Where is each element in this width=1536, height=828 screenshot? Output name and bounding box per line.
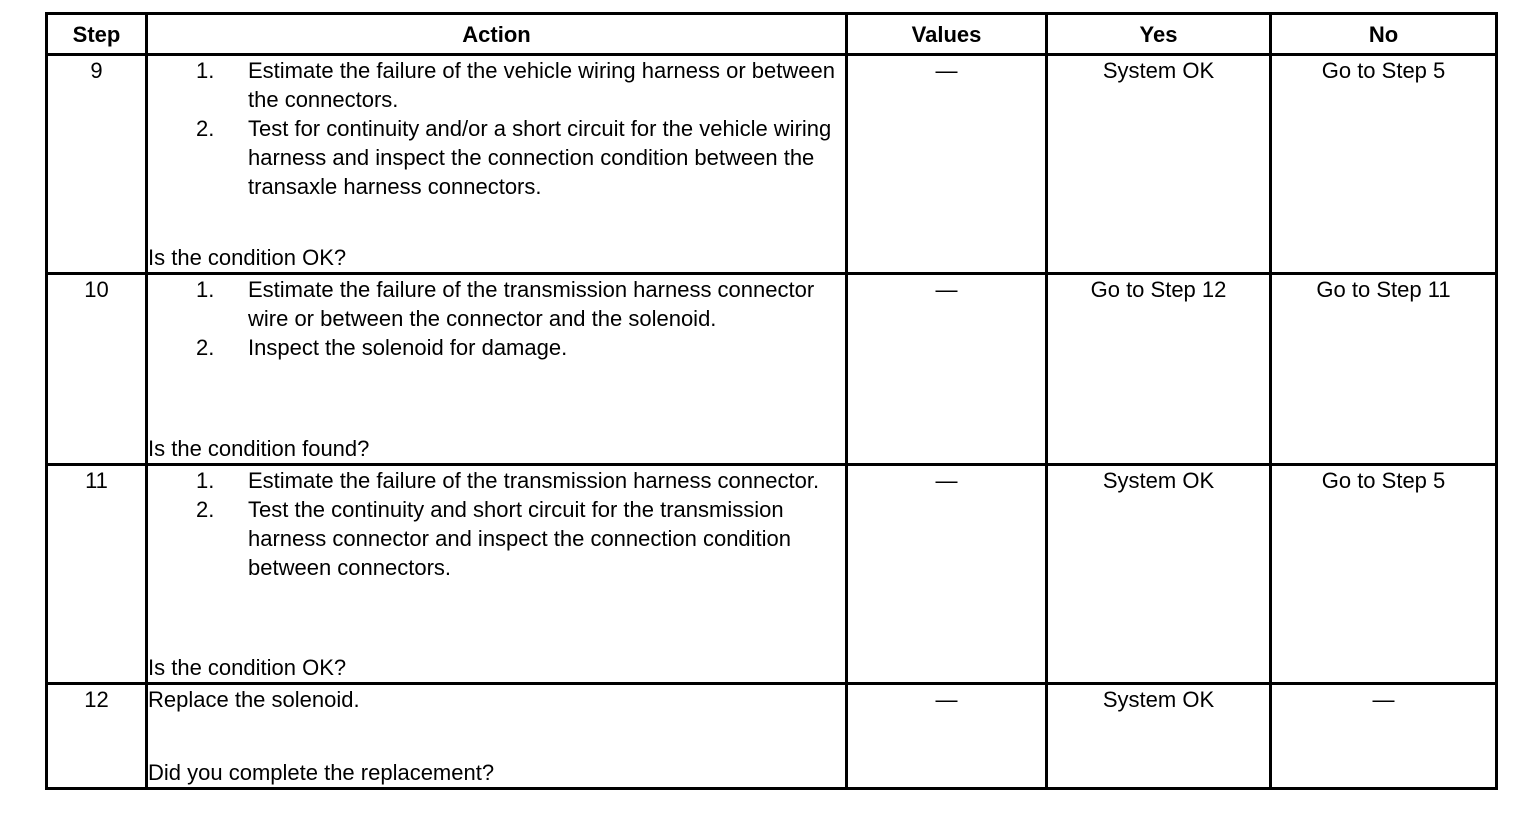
list-item <box>148 114 845 201</box>
values-cell: — <box>847 684 1047 789</box>
question-text: Is the condition OK? <box>148 245 347 270</box>
item-number: 1. <box>196 277 215 302</box>
yes-cell: Go to Step 12 <box>1047 274 1271 465</box>
question-text: Did you complete the replacement? <box>148 760 495 785</box>
no-cell: — <box>1271 684 1497 789</box>
values-cell: — <box>847 465 1047 684</box>
item-text: Estimate the failure of the transmission harness connector wire or between the connector and the solenoid. <box>248 277 815 331</box>
values-cell: — <box>847 274 1047 465</box>
header-values: Values <box>847 14 1047 55</box>
item-text: Test the continuity and short circuit for the transmission harness connector and inspect the connection condition between connectors. <box>248 497 792 580</box>
action-cell <box>147 684 847 789</box>
item-number: 2. <box>196 497 215 522</box>
no-cell: Go to Step 5 <box>1271 55 1497 274</box>
item-text: Estimate the failure of the transmission harness connector. <box>248 468 820 493</box>
list-item <box>148 275 845 333</box>
diagnostic-table <box>45 12 1498 790</box>
list-item <box>148 56 845 114</box>
list-item <box>148 495 845 582</box>
no-cell: Go to Step 11 <box>1271 274 1497 465</box>
list-item <box>148 333 845 362</box>
action-steps <box>148 275 845 362</box>
step-number: 12 <box>47 684 147 789</box>
action-cell <box>147 465 847 684</box>
yes-cell: System OK <box>1047 465 1271 684</box>
step-number: 10 <box>47 274 147 465</box>
yes-cell: System OK <box>1047 684 1271 789</box>
item-number: 2. <box>196 335 215 360</box>
action-cell <box>147 55 847 274</box>
step-number: 11 <box>47 465 147 684</box>
step-number: 9 <box>47 55 147 274</box>
table-row <box>47 465 1497 684</box>
item-number: 1. <box>196 468 215 493</box>
item-text: Test for continuity and/or a short circuit for the vehicle wiring harness and inspect the connection condition between the transaxle harness connectors. <box>248 116 832 199</box>
table-row <box>47 274 1497 465</box>
header-no: No <box>1271 14 1497 55</box>
header-step: Step <box>47 14 147 55</box>
no-cell: Go to Step 5 <box>1271 465 1497 684</box>
question-text: Is the condition OK? <box>148 655 347 680</box>
header-row <box>47 14 1497 55</box>
list-item <box>148 466 845 495</box>
yes-cell: System OK <box>1047 55 1271 274</box>
values-cell: — <box>847 55 1047 274</box>
action-steps <box>148 56 845 201</box>
item-number: 2. <box>196 116 215 141</box>
action-cell <box>147 274 847 465</box>
header-yes: Yes <box>1047 14 1271 55</box>
header-action: Action <box>147 14 847 55</box>
action-steps <box>148 466 845 582</box>
table-row <box>47 684 1497 789</box>
question-text: Is the condition found? <box>148 436 370 461</box>
item-text: Estimate the failure of the vehicle wiring harness or between the connectors. <box>248 58 835 112</box>
action-text: Replace the solenoid. <box>148 687 360 712</box>
item-text: Inspect the solenoid for damage. <box>248 335 568 360</box>
item-number: 1. <box>196 58 215 83</box>
table-row <box>47 55 1497 274</box>
